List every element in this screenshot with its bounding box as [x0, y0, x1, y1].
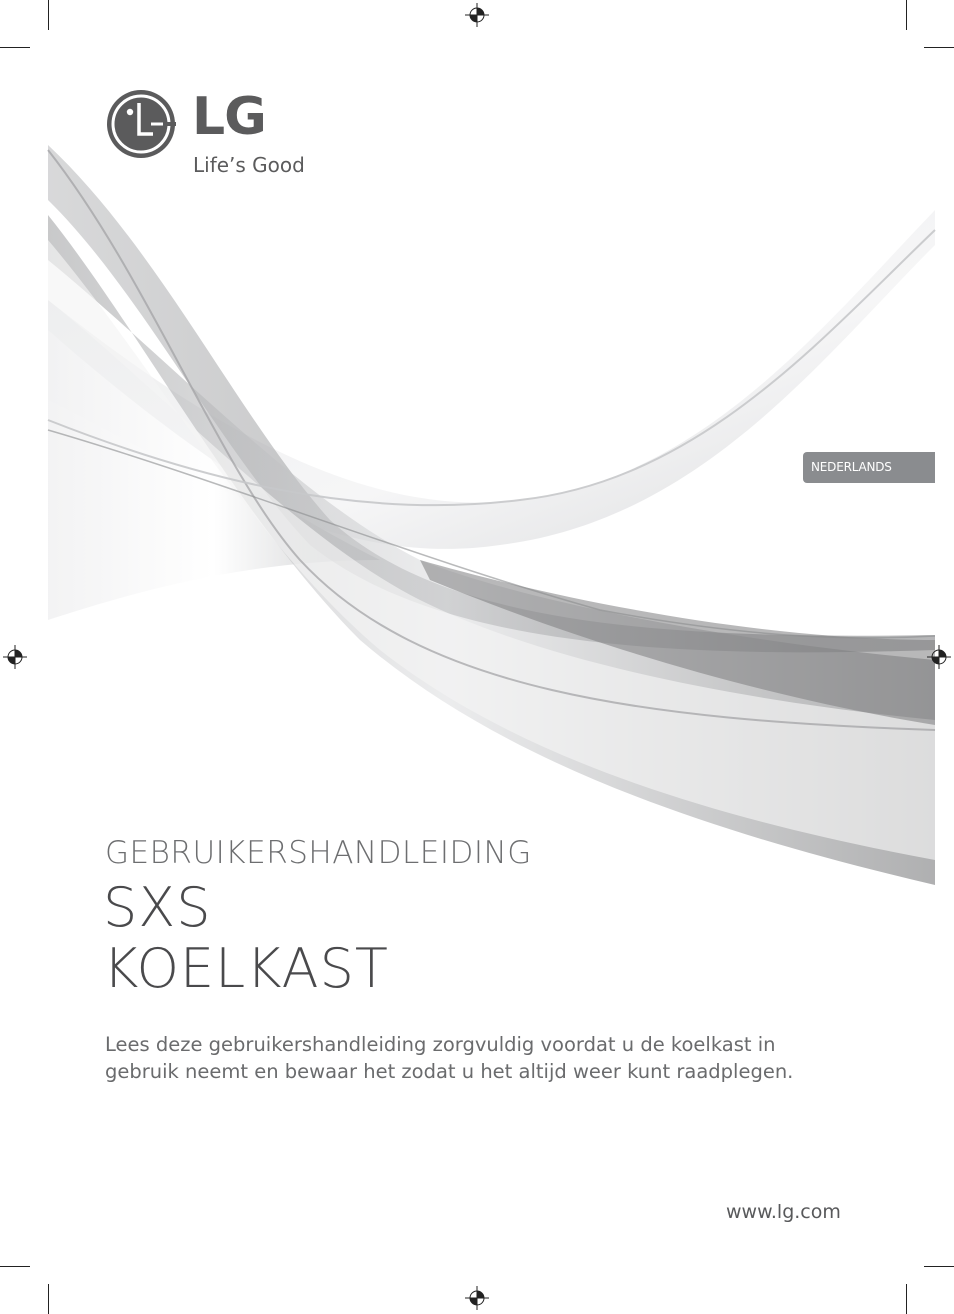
registration-mark-left [3, 645, 27, 669]
lg-logo [106, 89, 326, 181]
intro-line-1: Lees deze gebruikershandleiding zorgvuldig voordat u de koelkast in [105, 1033, 776, 1056]
intro-line-2: gebruik neemt en bewaar het zodat u het altijd weer kunt raadplegen. [105, 1060, 794, 1083]
brand-slogan: Life’s Good [193, 153, 305, 177]
language-badge: NEDERLANDS [803, 452, 935, 483]
product-title-line-2: KOELKAST [103, 937, 389, 1000]
lg-face-logo-icon [106, 89, 176, 159]
registration-mark-right [927, 645, 951, 669]
document-type-title: GEBRUIKERSHANDLEIDING [105, 835, 532, 871]
registration-mark-bottom [465, 1286, 489, 1310]
registration-mark-top [465, 3, 489, 27]
website-url: www.lg.com [726, 1201, 841, 1223]
intro-paragraph [105, 1031, 865, 1085]
brand-name: LG [192, 87, 266, 147]
product-title-line-1: SXS [103, 876, 212, 939]
